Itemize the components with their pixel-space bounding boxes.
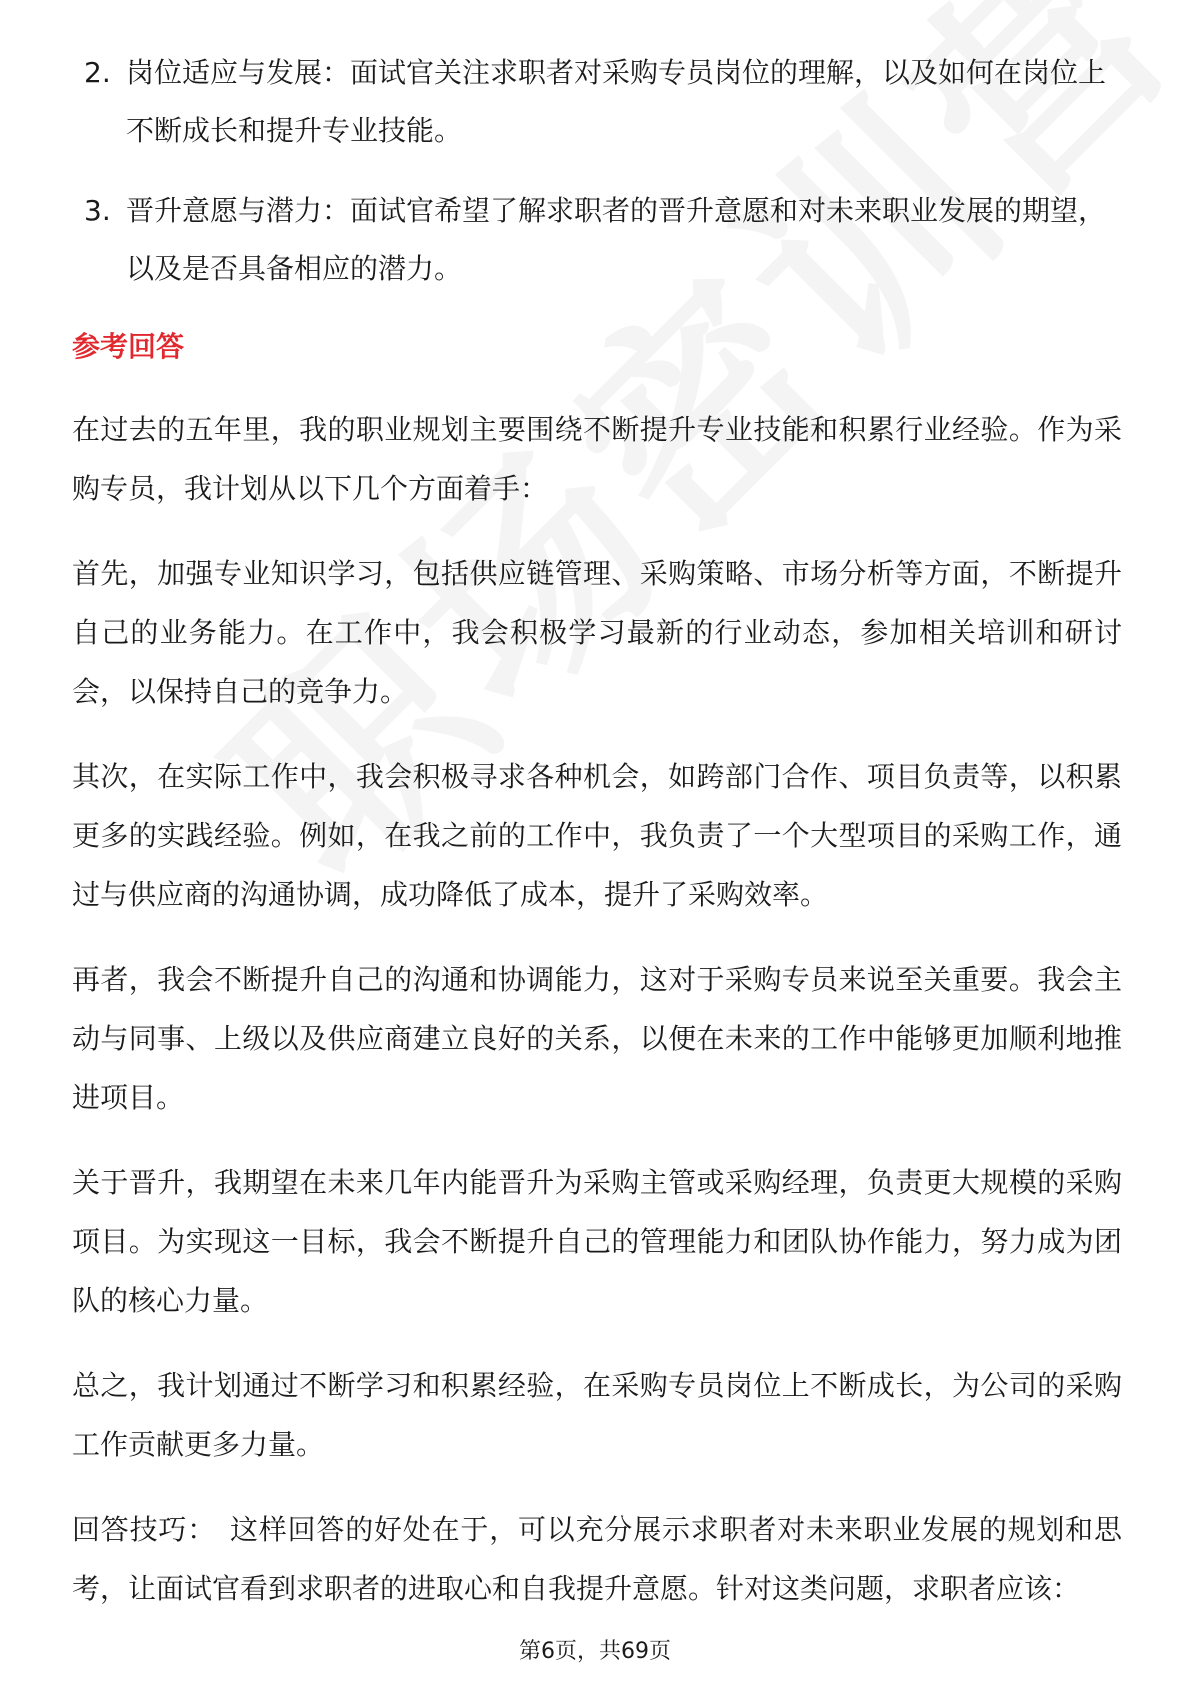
paragraph: 总之，我计划通过不断学习和积累经验，在采购专员岗位上不断成长，为公司的采购工作贡献更多力量。: [72, 1369, 1122, 1461]
answer-tip-label: 回答技巧：: [72, 1513, 216, 1546]
page-number-footer: 第6页，共69页: [519, 1639, 671, 1664]
answer-tip: [72, 1500, 1122, 1618]
paragraph: 关于晋升，我期望在未来几年内能晋升为采购主管或采购经理，负责更大规模的采购项目。为实现这一目标，我会不断提升自己的管理能力和团队协作能力，努力成为团队的核心力量。: [72, 1166, 1122, 1317]
list-item-number: 2.: [84, 56, 111, 89]
numbered-list: [72, 44, 1122, 298]
list-item: [72, 182, 1122, 298]
list-item-text: 晋升意愿与潜力：面试官希望了解求职者的晋升意愿和对未来职业发展的期望，以及是否具备相应的潜力。: [126, 194, 1107, 285]
paragraph: 其次，在实际工作中，我会积极寻求各种机会，如跨部门合作、项目负责等，以积累更多的实践经验。例如，在我之前的工作中，我负责了一个大型项目的采购工作，通过与供应商的沟通协调，成功降低了成本，提升了采购效率。: [72, 760, 1122, 911]
paragraph: 在过去的五年里，我的职业规划主要围绕不断提升专业技能和积累行业经验。作为采购专员，我计划从以下几个方面着手：: [72, 413, 1122, 505]
paragraph: 再者，我会不断提升自己的沟通和协调能力，这对于采购专员来说至关重要。我会主动与同事、上级以及供应商建立良好的关系，以便在未来的工作中能够更加顺利地推进项目。: [72, 963, 1122, 1114]
list-item-text: 岗位适应与发展：面试官关注求职者对采购专员岗位的理解，以及如何在岗位上不断成长和提升专业技能。: [126, 56, 1107, 147]
reference-answer-heading: 参考回答: [72, 330, 185, 363]
list-item-number: 3.: [84, 194, 111, 227]
page-content: [72, 44, 1122, 1644]
list-item: [72, 44, 1122, 160]
answer-tip-text: 这样回答的好处在于，可以充分展示求职者对未来职业发展的规划和思考，让面试官看到求职者的进取心和自我提升意愿。针对这类问题，求职者应该：: [72, 1513, 1122, 1605]
paragraph: 首先，加强专业知识学习，包括供应链管理、采购策略、市场分析等方面，不断提升自己的业务能力。在工作中，我会积极学习最新的行业动态，参加相关培训和研讨会，以保持自己的竞争力。: [72, 557, 1122, 708]
